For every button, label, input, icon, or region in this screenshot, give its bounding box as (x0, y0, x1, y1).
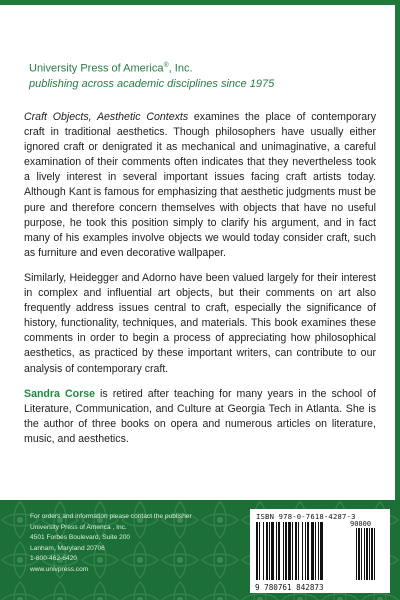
top-border (0, 0, 400, 5)
description-paragraph-1 (24, 110, 376, 261)
order-line: For orders and information please contact the publisher (30, 513, 192, 520)
order-line: Lanham, Maryland 20706 (30, 544, 105, 552)
footer-band (0, 500, 400, 600)
barcode-bar (315, 522, 316, 580)
publisher-suffix: , Inc. (168, 62, 193, 75)
publisher-block (29, 58, 369, 92)
barcode-panel (250, 509, 390, 593)
publisher-tagline: publishing across academic disciplines since 1975 (29, 77, 275, 90)
addon-bar (371, 528, 373, 580)
barcode-bar (298, 522, 299, 580)
barcode-bar (288, 522, 291, 580)
description-paragraph-1-text: examines the place of contemporary craft in traditional aesthetics. Though philosophers have usually either ignored craft or denigrated it as mechanical and unimaginative, a careful examination of their comments often indicates that they nevertheless took a lively interest in several important issues facing craft artists today. Although Kant is famous for emphasizing that aesthetic judgments must be pure and therefore concern themselves with objects that have no useful purpose, he took this position simply to clarify his argument, and in fact many of his examples involve objects we would today consider craft, such as furniture and even decorative wallpaper. (24, 111, 376, 259)
addon-bar (358, 528, 360, 580)
isbn-label: ISBN 978-0-7618-4287-3 (256, 512, 356, 521)
barcode-bar (263, 522, 264, 580)
price-code: 90000 (350, 520, 372, 528)
publisher-name-text: University Press of America (29, 62, 164, 75)
barcode-bar (271, 522, 274, 580)
barcode-icon (256, 522, 384, 582)
author-bio-text: is retired after teaching for many years in the school of Literature, Communication, and Culture at Georgia Tech in Atlanta. She is the author of three books on opera and numerous articles on literature, music, and aesthetics. (24, 387, 376, 445)
addon-bar (374, 528, 375, 580)
barcode-bar (305, 522, 306, 580)
addon-bar (364, 528, 365, 580)
barcode-bar (295, 522, 297, 580)
barcode-bar (256, 522, 258, 580)
order-information (30, 512, 250, 575)
order-line: 1-800-462-6420 (30, 555, 77, 562)
barcode-bar (320, 522, 323, 580)
order-line: University Press of America , Inc. (30, 523, 127, 531)
barcode-bar (259, 522, 260, 580)
book-title: Craft Objects, Aesthetic Contexts (24, 111, 189, 123)
barcode-bar (285, 522, 287, 580)
barcode-bar (266, 522, 268, 580)
barcode-bar (311, 522, 314, 580)
barcode-bar (269, 522, 270, 580)
addon-bar (369, 528, 370, 580)
barcode-bar (307, 522, 309, 580)
author-bio (24, 387, 376, 447)
barcode-bar (292, 522, 293, 580)
barcode-bar (278, 522, 280, 580)
barcode-digits: 9 780761 842873 (255, 583, 324, 592)
registered-mark: ® (163, 62, 169, 69)
barcode-bar (302, 522, 303, 580)
publisher-name (29, 58, 369, 77)
addon-bar (361, 528, 362, 580)
order-line: 4501 Forbes Boulevard, Suite 200 (30, 534, 131, 541)
barcode-bar (283, 522, 284, 580)
back-cover-description (24, 110, 376, 457)
description-paragraph-2: Similarly, Heidegger and Adorno have been valued largely for their interest in complex and influential art objects, but their comments on art also frequently address issues central to craft, especially the significance of history, functionality, techniques, and materials. This book examines these comments in order to begin a process of appreciating how philosophical aesthetics, as practiced by these important writers, can contribute to our analysis of contemporary craft. (24, 271, 376, 375)
addon-bar (356, 528, 357, 580)
author-name: Sandra Corse (24, 387, 95, 400)
order-line: www.univpress.com (30, 565, 89, 573)
barcode-bar (318, 522, 319, 580)
barcode-bar (276, 522, 277, 580)
addon-bar (366, 528, 368, 580)
